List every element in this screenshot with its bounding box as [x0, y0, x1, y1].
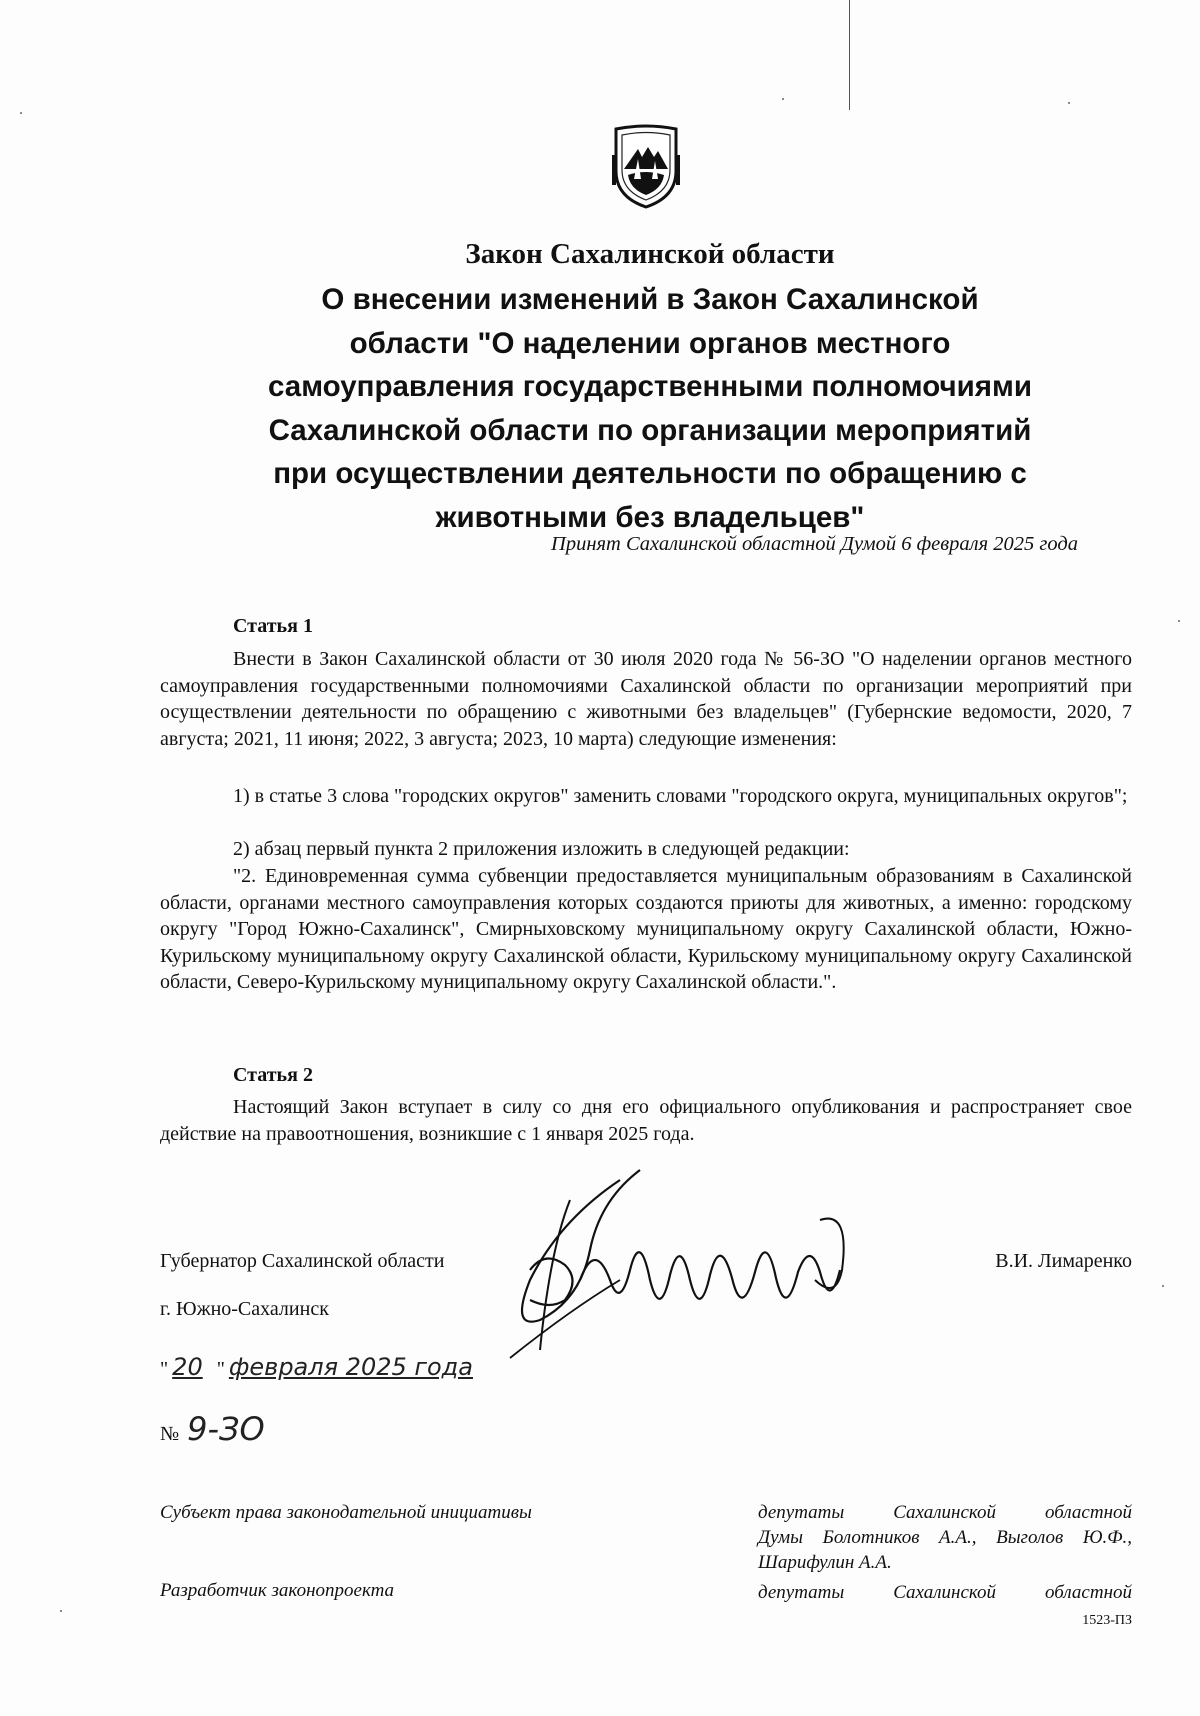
scan-speck [1162, 1285, 1164, 1287]
developer-line: депутаты Сахалинской областной [758, 1582, 1132, 1603]
city: г. Южно-Сахалинск [160, 1298, 329, 1320]
date-quote-close: " [216, 1358, 225, 1380]
initiative-line: депутаты Сахалинской областной [758, 1502, 1132, 1523]
initiative-label: Субъект права законодательной инициативы [160, 1502, 532, 1523]
developer-authors [758, 1580, 1132, 1605]
subtitle-line: Сахалинской области по организации мероприятий [268, 413, 1032, 447]
article-1-new-wording: "2. Единовременная сумма субвенции предоставляется муниципальным образованиям в Сахалинской области, органами местного самоуправления которых создаются приюты для животных, а именно: городскому округу "Город Южно-Сахалинск", Смирныховскому муниципальному округу Сахалинской области, Южно-Курильскому муниципальному округу Сахалинской области, Курильскому муниципальному округу Сахалинской области, Северо-Курильскому муниципальному округу Сахалинской области.". [160, 865, 1132, 993]
date-quote-open: " [160, 1358, 169, 1380]
scan-margin-line [849, 0, 850, 110]
document-code: 1523-ПЗ [1082, 1613, 1132, 1628]
article-2-heading: Статья 2 [233, 1064, 313, 1086]
number-value: 9-ЗО [187, 1410, 265, 1448]
article-1-heading: Статья 1 [233, 615, 313, 637]
initiative-line: Шарифулин А.А. [758, 1552, 892, 1573]
subtitle-line: животными без владельцев" [435, 500, 865, 534]
article-1-item-1: 1) в статье 3 слова "городских округов" заменить словами "городского округа, муниципальных округов"; [233, 785, 1128, 807]
document-subtitle [150, 278, 1150, 539]
scan-speck [60, 1610, 62, 1612]
developer-label: Разработчик законопроекта [160, 1580, 395, 1601]
scan-speck [1178, 620, 1180, 622]
initiative-authors [758, 1500, 1132, 1575]
subtitle-line: О внесении изменений в Закон Сахалинской [321, 283, 979, 316]
adoption-note: Принят Сахалинской областной Думой 6 февраля 2025 года [551, 533, 1078, 555]
coat-of-arms-icon [608, 123, 684, 209]
article-2-paragraph: Настоящий Закон вступает в силу со дня его официального опубликования и распространяет свое действие на правоотношения, возникшие с 1 января 2025 года. [160, 1096, 1132, 1145]
governor-name: В.И. Лимаренко [995, 1250, 1132, 1272]
date-day: 20 [172, 1353, 203, 1381]
scan-speck [1068, 102, 1070, 104]
initiative-line: Думы Болотников А.А., Выголов Ю.Ф., [758, 1527, 1132, 1548]
law-number [160, 1410, 265, 1448]
subtitle-line: при осуществлении деятельности по обращению с [273, 457, 1027, 490]
governor-position: Губернатор Сахалинской области [160, 1250, 445, 1272]
subtitle-line: области "О наделении органов местного [349, 326, 951, 360]
article-1-item-2: 2) абзац первый пункта 2 приложения изложить в следующей редакции: [233, 838, 850, 860]
scan-speck [20, 112, 22, 114]
document-title: Закон Сахалинской области [465, 238, 835, 270]
article-1-paragraph: Внести в Закон Сахалинской области от 30 июля 2020 года № 56-ЗО "О наделении органов местного самоуправления государственными полномочиями Сахалинской области по организации мероприятий при осуществлении деятельности по обращению с животными без владельцев" (Губернские ведомости, 2020, 7 августа; 2021, 11 июня; 2022, 3 августа; 2023, 10 марта) следующие изменения: [160, 648, 1132, 750]
number-prefix: № [160, 1423, 180, 1445]
scan-speck [782, 98, 784, 100]
date-month-year: февраля 2025 года [228, 1353, 473, 1381]
signing-date [160, 1353, 473, 1381]
subtitle-line: самоуправления государственными полномочиями [268, 370, 1032, 403]
handwritten-signature [470, 1160, 900, 1360]
